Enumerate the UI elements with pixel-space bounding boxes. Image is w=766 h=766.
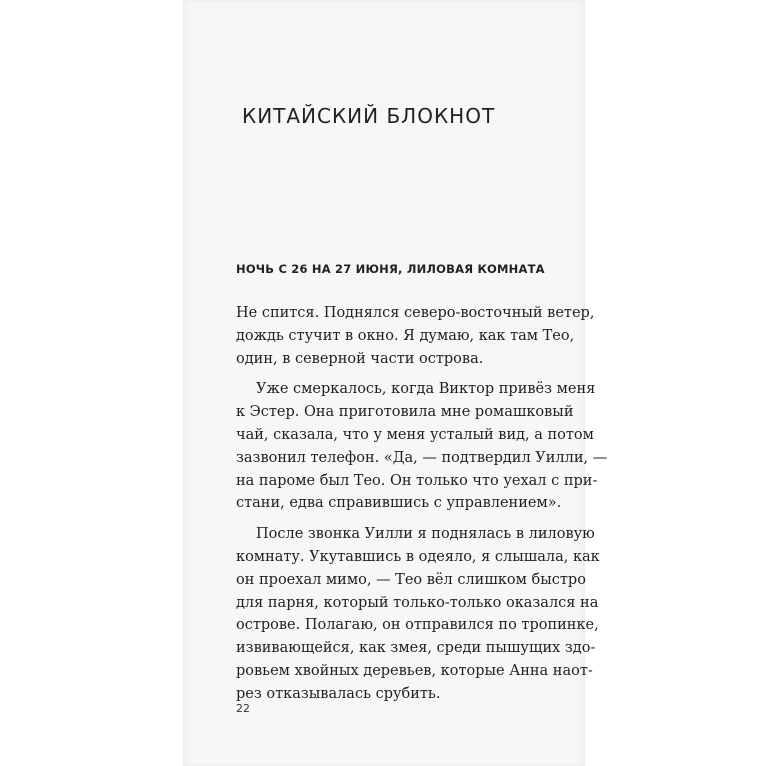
text-line: на пароме был Тео. Он только что уехал с при-: [236, 472, 598, 489]
text-line: ровьем хвойных деревьев, которые Анна наот-: [236, 662, 593, 679]
text-line: Уже смеркалось, когда Виктор привёз меня: [256, 381, 596, 398]
text-line: зазвонил телефон. «Да, — подтвердил Уилли, —: [236, 449, 608, 466]
text-line: острове. Полагаю, он отправился по тропинке,: [236, 617, 599, 634]
text-line: После звонка Уилли я поднялась в лиловую: [256, 526, 595, 543]
paragraph-1: [236, 302, 595, 370]
text-line: стани, едва справившись с управлением».: [236, 495, 562, 512]
text-line: к Эстер. Она приготовила мне ромашковый: [236, 404, 574, 421]
paragraph-3: [236, 523, 600, 705]
body-text: [236, 302, 608, 706]
text-line: чай, сказала, что у меня усталый вид, а потом: [236, 426, 594, 443]
text-line: комнату. Укутавшись в одеяло, я слышала, как: [236, 548, 600, 565]
page-number: 22: [236, 702, 250, 715]
text-line: Не спится. Поднялся северо-восточный ветер,: [236, 305, 595, 321]
text-line: рез отказывалась срубить.: [236, 685, 441, 702]
text-line: один, в северной части острова.: [236, 350, 484, 367]
text-line: он проехал мимо, — Тео вёл слишком быстро: [236, 571, 586, 588]
chapter-title: КИТАЙСКИЙ БЛОКНОТ: [242, 104, 496, 128]
paragraph-2: [236, 378, 608, 515]
text-line: дождь стучит в окно. Я думаю, как там Тео,: [236, 327, 575, 344]
text-line: для парня, который только-только оказался на: [236, 594, 599, 611]
section-subheading: НОЧЬ С 26 НА 27 ИЮНЯ, ЛИЛОВАЯ КОМНАТА: [236, 262, 545, 276]
text-line: извивающейся, как змея, среди пышущих здо-: [236, 640, 596, 657]
